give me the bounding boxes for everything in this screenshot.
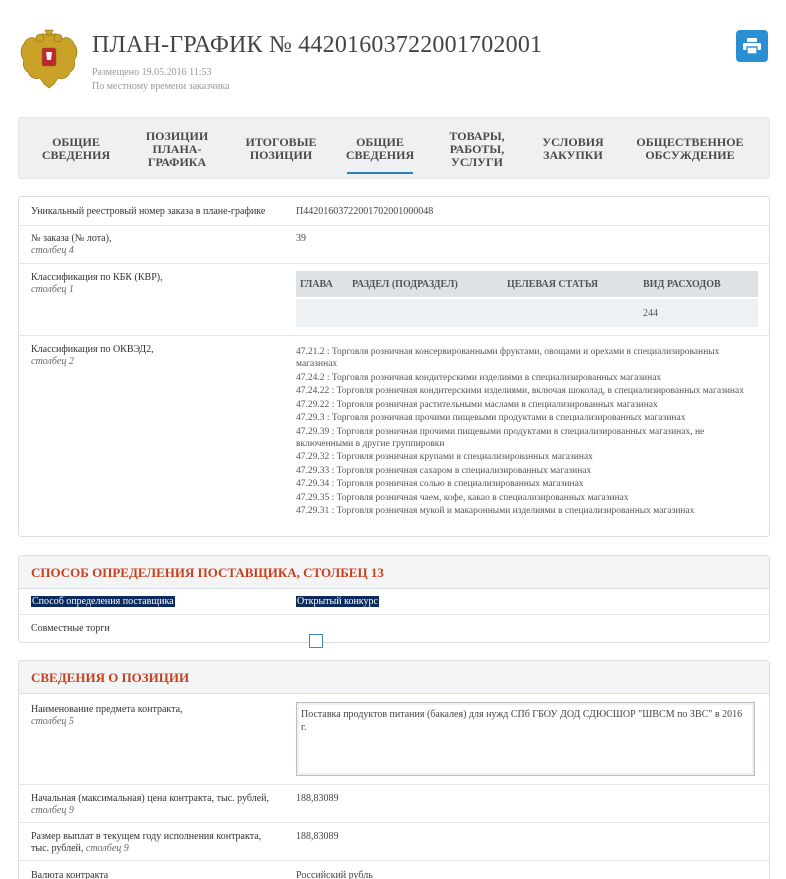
contract-subject-textarea[interactable]: Поставка продуктов питания (бакалея) для нужд СПб ГБОУ ДОД СДЮСШОР "ШВСМ по ЗВС" в 2016 г. <box>296 702 755 776</box>
kbk-cell: 244 <box>643 308 658 319</box>
okved-row <box>19 336 769 537</box>
printer-icon <box>743 38 761 54</box>
order-number-column: столбец 4 <box>31 245 74 256</box>
print-button[interactable] <box>736 30 768 62</box>
tab-goods-works-services[interactable] <box>439 118 515 180</box>
list-item: 47.29.33 : Торговля розничная сахаром в специализированных магазинах <box>296 465 592 476</box>
max-price-label <box>31 793 269 817</box>
tab-label: ОБЩИЕ СВЕДЕНИЯ <box>41 135 111 162</box>
order-number-row <box>19 226 769 264</box>
tab-label: ОБЩИЕ СВЕДЕНИЯ <box>345 135 415 162</box>
list-item: 47.21.2 : Торговля розничная консервированными фруктами, овощами и орехами в специализированных магазинах <box>296 347 720 369</box>
page-title: ПЛАН-ГРАФИК № 44201603722001702001 <box>92 32 543 58</box>
tab-label: ТОВАРЫ, РАБОТЫ, УСЛУГИ <box>449 128 505 169</box>
max-price-row <box>19 785 769 823</box>
currency-label: Валюта контракта <box>31 870 109 879</box>
payment-row <box>19 823 769 861</box>
payment-value: 188,83089 <box>296 831 339 842</box>
supplier-section-title: СПОСОБ ОПРЕДЕЛЕНИЯ ПОСТАВЩИКА, СТОЛБЕЦ 13 <box>31 565 384 580</box>
max-price-label-text: Начальная (максимальная) цена контракта, тыс. рублей, <box>31 793 269 804</box>
tab-procurement-terms[interactable] <box>533 118 613 180</box>
payment-label-text: Размер выплат в текущем году исполнения контракта, тыс. рублей, <box>31 831 262 854</box>
okved-label-text: Классификация по ОКВЭД2, <box>31 344 154 355</box>
joint-bidding-row <box>19 615 769 643</box>
kbk-row <box>19 264 769 336</box>
tab-general-info-active[interactable] <box>341 118 419 180</box>
tab-label: ИТОГОВЫЕ ПОЗИЦИИ <box>245 135 317 162</box>
contract-subject-label-text: Наименование предмета контракта, <box>31 704 183 715</box>
supplier-method-panel <box>18 555 770 643</box>
russia-coat-of-arms-icon <box>18 26 80 90</box>
timezone-note: По местному времени заказчика <box>92 81 230 92</box>
okved-column: столбец 2 <box>31 356 74 367</box>
supplier-method-value <box>296 596 379 608</box>
tab-total-positions[interactable] <box>239 118 323 180</box>
max-price-value: 188,83089 <box>296 793 339 804</box>
list-item: 47.29.3 : Торговля розничная прочими пищевыми продуктами в специализированных магазинах <box>296 413 686 423</box>
order-number-value: 39 <box>296 233 306 244</box>
contract-subject-row <box>19 694 769 785</box>
tab-plan-positions[interactable] <box>137 118 217 180</box>
kbk-column: столбец 1 <box>31 284 74 295</box>
supplier-method-row <box>19 589 769 615</box>
position-section-header <box>19 661 769 694</box>
reg-number-value: П44201603722001702001000048 <box>296 206 434 217</box>
payment-label <box>31 831 271 855</box>
payment-column: столбец 9 <box>85 843 129 854</box>
currency-value: Российский рубль <box>296 870 373 879</box>
tab-label: ОБЩЕСТВЕННОЕ ОБСУЖДЕНИЕ <box>636 135 744 162</box>
posted-date: Размещено 19.05.2016 11:53 <box>92 67 212 78</box>
joint-bidding-label: Совместные торги <box>31 623 110 634</box>
position-info-panel <box>18 660 770 879</box>
joint-bidding-checkbox[interactable] <box>309 634 323 648</box>
supplier-method-label-text: Способ определения поставщика <box>32 596 174 607</box>
kbk-header-cell: РАЗДЕЛ (ПОДРАЗДЕЛ) <box>352 279 458 290</box>
tab-public-discussion[interactable] <box>631 118 749 180</box>
contract-subject-column: столбец 5 <box>31 716 74 727</box>
list-item: 47.24.22 : Торговля розничная кондитерскими изделиями, включая шоколад, в специализированных магазинах <box>296 386 744 396</box>
kbk-table-header <box>296 271 758 297</box>
tab-label: УСЛОВИЯ ЗАКУПКИ <box>542 135 604 162</box>
list-item: 47.29.35 : Торговля розничная чаем, кофе, какао в специализированных магазинах <box>296 492 629 503</box>
kbk-header-cell: ГЛАВА <box>300 279 333 290</box>
tab-bar <box>18 117 770 179</box>
supplier-method-label <box>31 596 175 608</box>
page-header <box>18 26 768 96</box>
order-number-label <box>31 233 111 257</box>
kbk-table <box>296 271 758 327</box>
okved-list <box>296 346 746 519</box>
kbk-header-cell: ЦЕЛЕВАЯ СТАТЬЯ <box>507 279 599 290</box>
currency-row <box>19 861 769 879</box>
reg-number-label: Уникальный реестровый номер заказа в плане-графике <box>31 206 266 217</box>
kbk-header-cell: ВИД РАСХОДОВ <box>643 279 721 290</box>
kbk-table-row <box>296 299 758 327</box>
order-number-label-text: № заказа (№ лота), <box>31 233 112 244</box>
list-item: 47.29.34 : Торговля розничная солью в специализированных магазинах <box>296 479 584 489</box>
tab-label: ПОЗИЦИИ ПЛАНА- ГРАФИКА <box>145 128 209 169</box>
contract-subject-label <box>31 704 183 728</box>
reg-number-row <box>19 197 769 226</box>
okved-label <box>31 344 154 368</box>
general-info-panel <box>18 196 770 537</box>
max-price-column: столбец 9 <box>31 805 74 816</box>
kbk-label <box>31 272 163 296</box>
list-item: 47.29.22 : Торговля розничная растительными маслами в специализированных магазинах <box>296 399 658 410</box>
list-item: 47.29.39 : Торговля розничная прочими пищевыми продуктами в специализированных магазинах, не включенными в другие группировки <box>296 426 705 449</box>
list-item: 47.24.2 : Торговля розничная кондитерскими изделиями в специализированных магазинах <box>296 372 662 383</box>
kbk-label-text: Классификация по КБК (КВР), <box>31 272 163 283</box>
supplier-section-header <box>19 556 769 589</box>
supplier-method-value-text: Открытый конкурс <box>297 596 378 607</box>
position-section-title: СВЕДЕНИЯ О ПОЗИЦИИ <box>31 670 190 685</box>
list-item: 47.29.32 : Торговля розничная крупами в специализированных магазинах <box>296 452 593 462</box>
tab-general-info[interactable] <box>39 118 113 180</box>
list-item: 47.29.31 : Торговля розничная мукой и макаронными изделиями в специализированных магазинах <box>296 506 695 516</box>
